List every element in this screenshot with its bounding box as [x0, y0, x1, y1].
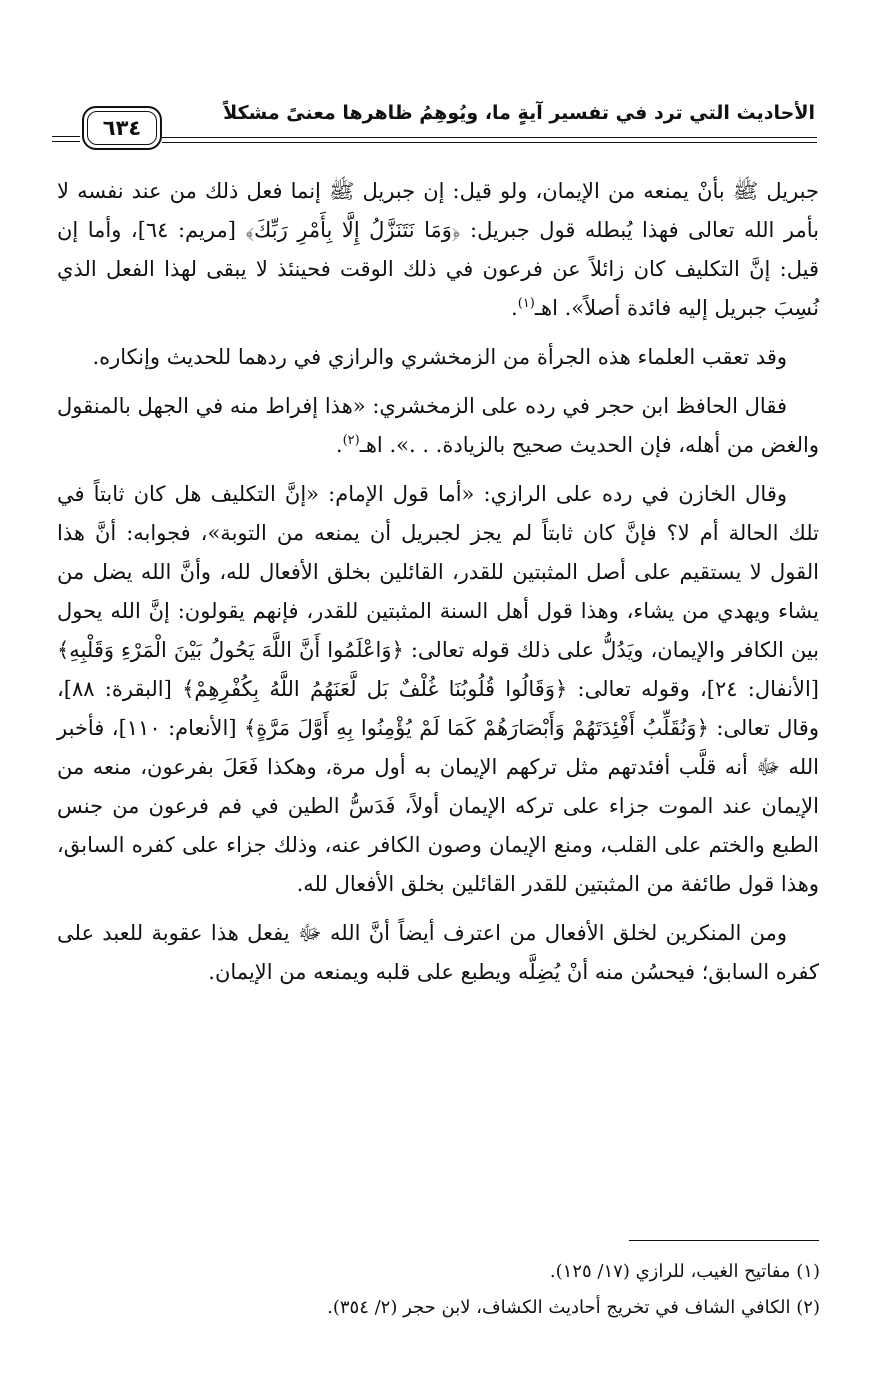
paragraph-4 [57, 475, 819, 904]
page-number: ٦٣٤ [102, 116, 142, 140]
footnote-separator [629, 1240, 819, 1241]
paragraph-text: فقال الحافظ ابن حجر في رده على الزمخشري: «هذا إفراط منه في الجهل بالمنقول والغض من أهله، فإن الحديث صحيح بالزيادة. . .». اهـ [57, 394, 819, 457]
page-header [52, 98, 817, 150]
footnote-ref-1: (١) [517, 296, 535, 311]
page-number-frame [82, 106, 162, 150]
paragraph-text: ومن المنكرين لخلق الأفعال من اعترف أيضاً أنَّ الله ﷻ يفعل هذا عقوبة للعبد على كفره السابق؛ فيحسُن منه أنْ يُضِلَّه ويطبع على قلبه ويمنعه من الإيمان. [57, 921, 819, 984]
header-rule-inner [162, 142, 817, 143]
paragraph-5 [57, 914, 819, 992]
footnote-1: (١) مفاتيح الغيب، للرازي (١٧/ ١٢٥). [549, 1261, 820, 1282]
paragraph-3: فقال الحافظ ابن حجر في رده على الزمخشري: «هذا إفراط منه في الجهل بالمنقول والغض من أهله، فإن الحديث صحيح بالزيادة. . .». اهـ$^{(٢)}$. [57, 394, 819, 457]
header-ornament [52, 136, 80, 142]
paragraph-1: جبريل ﷺ بأنْ يمنعه من الإيمان، ولو قيل: إن جبريل ﷺ إنما فعل ذلك من عند نفسه لا بأمر الله تعالى فهذا يُبطله قول جبريل: ﴿وَمَا نَتَنَزَّلُ إِلَّا بِأَمْرِ رَبِّكَ﴾ [مريم: ٦٤]، وأما إن قيل: إنَّ التكليف كان زائلاً عن فرعون في ذلك الوقت فحينئذ لا يبقى لهذا الفعل الذي نُسِبَ جبريل إليه فائدة أصلاً». اهـ$^{(١)}$. [57, 179, 819, 320]
header-rule [162, 137, 817, 138]
paragraph-text: وقد تعقب العلماء هذه الجرأة من الزمخشري والرازي في ردهما للحديث وإنكاره. [92, 345, 787, 369]
footnote-2: (٢) الكافي الشاف في تخريج أحاديث الكشاف، لابن حجر (٢/ ٣٥٤). [327, 1297, 820, 1318]
running-title: الأحاديث التي ترد في تفسير آيةٍ ما، ويُوهِمُ ظاهرها معنىً مشكلاً [223, 102, 815, 124]
paragraph-2 [57, 338, 819, 377]
paragraph-text: جبريل ﷺ بأنْ يمنعه من الإيمان، ولو قيل: إن جبريل ﷺ إنما فعل ذلك من عند نفسه لا بأمر الله تعالى فهذا يُبطله قول جبريل: ﴿وَمَا نَتَنَزَّلُ إِلَّا بِأَمْرِ رَبِّكَ﴾ [مريم: ٦٤]، وأما إن قيل: إنَّ التكليف كان زائلاً عن فرعون في ذلك الوقت فحينئذ لا يبقى لهذا الفعل الذي نُسِبَ جبريل إليه فائدة أصلاً». اهـ [57, 179, 819, 320]
footnotes [60, 1254, 820, 1326]
paragraph-text: وقال الخازن في رده على الرازي: «أما قول الإمام: «إنَّ التكليف هل كان ثابتاً في تلك الحالة أم لا؟ فإنَّ كان ثابتاً لم يجز لجبريل أن يمنعه من التوبة»، فجوابه: أنَّ هذا القول لا يستقيم على أصل المثبتين للقدر، القائلين بخلق الأفعال لله، وأنَّ الله يضل من يشاء ويهدي من يشاء، وهذا قول أهل السنة المثبتين للقدر، فإنهم يقولون: إنَّ الله يحول بين الكافر والإيمان، ويَدُلُّ على ذلك قوله تعالى: ﴿وَاعْلَمُوا أَنَّ اللَّهَ يَحُولُ بَيْنَ الْمَرْءِ وَقَلْبِهِ﴾ [الأنفال: ٢٤]، وقوله تعالى: ﴿وَقَالُوا قُلُوبُنَا غُلْفٌ بَل لَّعَنَهُمُ اللَّهُ بِكُفْرِهِمْ﴾ [البقرة: ٨٨]، وقال تعالى: ﴿وَنُقَلِّبُ أَفْئِدَتَهُمْ وَأَبْصَارَهُمْ كَمَا لَمْ يُؤْمِنُوا بِهِ أَوَّلَ مَرَّةٍ﴾ [الأنعام: ١١٠]، فأخبر الله ﷻ أنه قلَّب أفئدتهم مثل تركهم الإيمان به أول مرة، وهكذا فَعَلَ بفرعون، منعه من الإيمان عند الموت جزاء على تركه الإيمان أولاً، فَدَسُّ الطين في فم فرعون من جنس الطبع والختم على القلب، ومنع الإيمان وصون الكافر عنه، وذلك جزاء على كفره السابق، وهذا قول طائفة من المثبتين للقدر القائلين بخلق الأفعال لله. [57, 482, 819, 896]
page-body [57, 172, 819, 1002]
footnote-ref-2: (٢) [342, 433, 360, 448]
